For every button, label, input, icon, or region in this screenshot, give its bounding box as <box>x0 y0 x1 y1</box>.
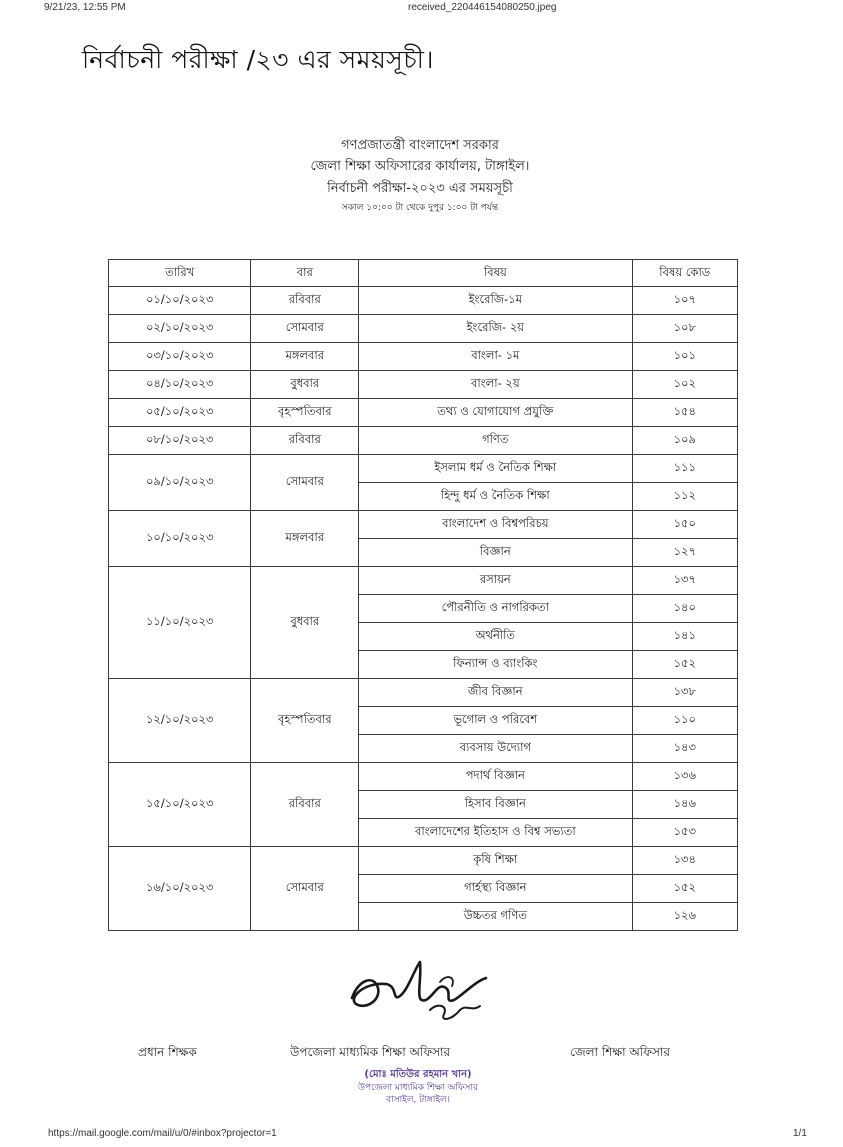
table-row <box>109 847 738 875</box>
print-page-number: 1/1 <box>793 1128 807 1139</box>
document-heading <box>200 136 640 216</box>
cell-subject: কৃষি শিক্ষা <box>359 847 632 875</box>
seal-place: বাসাইল, টাঙ্গাইল। <box>386 1095 450 1105</box>
cell-date: ০১/১০/২০২৩ <box>109 287 251 315</box>
cell-date: ১৫/১০/২০২৩ <box>109 763 251 847</box>
cell-code: ১১২ <box>632 483 737 511</box>
cell-date: ০২/১০/২০২৩ <box>109 315 251 343</box>
print-filename: received_220446154080250.jpeg <box>408 2 557 13</box>
print-url: https://mail.google.com/mail/u/0/#inbox?projector=1 <box>48 1128 277 1139</box>
cell-subject: বাংলাদেশের ইতিহাস ও বিশ্ব সভ্যতা <box>359 819 632 847</box>
cell-code: ১৪৩ <box>632 735 737 763</box>
cell-subject: রসায়ন <box>359 567 632 595</box>
table-row <box>109 567 738 595</box>
seal-name: (মোঃ মতিউর রহমান খান) <box>364 1069 472 1080</box>
cell-code: ১৫২ <box>632 875 737 903</box>
cell-code: ১৩৭ <box>632 567 737 595</box>
table-row <box>109 763 738 791</box>
cell-code: ১০৭ <box>632 287 737 315</box>
cell-day: সোমবার <box>251 455 359 511</box>
upazila-officer-label: উপজেলা মাধ্যমিক শিক্ষা অফিসার <box>290 1045 451 1059</box>
cell-subject: গণিত <box>359 427 632 455</box>
district-officer-label: জেলা শিক্ষা অফিসার <box>570 1045 670 1059</box>
cell-day: বৃহস্পতিবার <box>251 399 359 427</box>
cell-subject: পৌরনীতি ও নাগরিকতা <box>359 595 632 623</box>
cell-subject: বাংলা- ১ম <box>359 343 632 371</box>
cell-subject: ইসলাম ধর্ম ও নৈতিক শিক্ষা <box>359 455 632 483</box>
table-row <box>109 399 738 427</box>
schedule-body <box>109 287 738 931</box>
cell-date: ১২/১০/২০২৩ <box>109 679 251 763</box>
cell-code: ১৫০ <box>632 511 737 539</box>
print-header <box>0 0 843 16</box>
cell-subject: জীব বিজ্ঞান <box>359 679 632 707</box>
cell-subject: বিজ্ঞান <box>359 539 632 567</box>
header-code: বিষয় কোড <box>632 260 737 287</box>
signature-labels <box>0 1044 843 1064</box>
cell-code: ১৫২ <box>632 651 737 679</box>
cell-date: ০৯/১০/২০২৩ <box>109 455 251 511</box>
table-row <box>109 679 738 707</box>
cell-code: ১৩৮ <box>632 679 737 707</box>
cell-date: ০৩/১০/২০২৩ <box>109 343 251 371</box>
cell-date: ০৮/১০/২০২৩ <box>109 427 251 455</box>
cell-day: রবিবার <box>251 763 359 847</box>
cell-subject: ইংরেজি-১ম <box>359 287 632 315</box>
officer-signature <box>334 952 504 1032</box>
heading-government: গণপ্রজাতন্ত্রী বাংলাদেশ সরকার <box>341 138 499 153</box>
cell-code: ১১০ <box>632 707 737 735</box>
table-row <box>109 511 738 539</box>
cell-subject: ফিন্যান্স ও ব্যাংকিং <box>359 651 632 679</box>
cell-day: রবিবার <box>251 427 359 455</box>
table-header-row <box>109 260 738 287</box>
table-row <box>109 455 738 483</box>
cell-code: ১৩৬ <box>632 763 737 791</box>
cell-code: ১০৮ <box>632 315 737 343</box>
headmaster-label: প্রধান শিক্ষক <box>138 1045 197 1059</box>
cell-subject: ইংরেজি- ২য় <box>359 315 632 343</box>
cell-code: ১২৬ <box>632 903 737 931</box>
cell-date: ১৬/১০/২০২৩ <box>109 847 251 931</box>
header-date: তারিখ <box>109 260 251 287</box>
heading-exam-title: নির্বাচনী পরীক্ষা-২০২৩ এর সময়সূচী <box>327 181 513 196</box>
cell-day: মঙ্গলবার <box>251 511 359 567</box>
cell-subject: ব্যবসায় উদ্যোগ <box>359 735 632 763</box>
seal-title: উপজেলা মাধ্যমিক শিক্ষা অফিসার <box>357 1083 479 1093</box>
cell-code: ১৪৬ <box>632 791 737 819</box>
cell-day: বুধবার <box>251 567 359 679</box>
cell-code: ১৫৪ <box>632 399 737 427</box>
cell-day: সোমবার <box>251 847 359 931</box>
table-row <box>109 315 738 343</box>
cell-subject: বাংলা- ২য় <box>359 371 632 399</box>
cell-subject: উচ্চতর গণিত <box>359 903 632 931</box>
cell-code: ১৪০ <box>632 595 737 623</box>
cell-subject: ভূগোল ও পরিবেশ <box>359 707 632 735</box>
schedule-table <box>108 259 738 931</box>
cell-day: বৃহস্পতিবার <box>251 679 359 763</box>
handwritten-title: নির্বাচনী পরীক্ষা /২৩ এর সময়সূচী। <box>82 45 434 74</box>
cell-day: বুধবার <box>251 371 359 399</box>
cell-code: ১০২ <box>632 371 737 399</box>
cell-date: ০৪/১০/২০২৩ <box>109 371 251 399</box>
heading-time: সকাল ১০:০০ টা থেকে দুপুর ১:০০ টা পর্যন্ত <box>341 203 499 213</box>
official-seal <box>318 1068 518 1106</box>
cell-subject: গার্হস্থ্য বিজ্ঞান <box>359 875 632 903</box>
print-footer <box>0 1126 843 1142</box>
cell-date: ১১/১০/২০২৩ <box>109 567 251 679</box>
cell-subject: পদার্থ বিজ্ঞান <box>359 763 632 791</box>
header-day: বার <box>251 260 359 287</box>
cell-date: ১০/১০/২০২৩ <box>109 511 251 567</box>
cell-code: ১০৯ <box>632 427 737 455</box>
cell-subject: তথ্য ও যোগাযোগ প্রযুক্তি <box>359 399 632 427</box>
cell-subject: অর্থনীতি <box>359 623 632 651</box>
cell-subject: বাংলাদেশ ও বিশ্বপরিচয় <box>359 511 632 539</box>
cell-code: ১২৭ <box>632 539 737 567</box>
table-row <box>109 427 738 455</box>
table-row <box>109 343 738 371</box>
cell-day: মঙ্গলবার <box>251 343 359 371</box>
cell-code: ১৩৪ <box>632 847 737 875</box>
cell-code: ১৫৩ <box>632 819 737 847</box>
table-row <box>109 371 738 399</box>
header-subject: বিষয় <box>359 260 632 287</box>
cell-code: ১৪১ <box>632 623 737 651</box>
cell-subject: হিসাব বিজ্ঞান <box>359 791 632 819</box>
cell-code: ১১১ <box>632 455 737 483</box>
cell-date: ০৫/১০/২০২৩ <box>109 399 251 427</box>
cell-day: রবিবার <box>251 287 359 315</box>
table-row <box>109 287 738 315</box>
cell-day: সোমবার <box>251 315 359 343</box>
heading-office: জেলা শিক্ষা অফিসারের কার্যালয়, টাঙ্গাইল। <box>310 159 530 174</box>
cell-subject: হিন্দু ধর্ম ও নৈতিক শিক্ষা <box>359 483 632 511</box>
cell-code: ১০১ <box>632 343 737 371</box>
print-datetime: 9/21/23, 12:55 PM <box>44 2 126 13</box>
